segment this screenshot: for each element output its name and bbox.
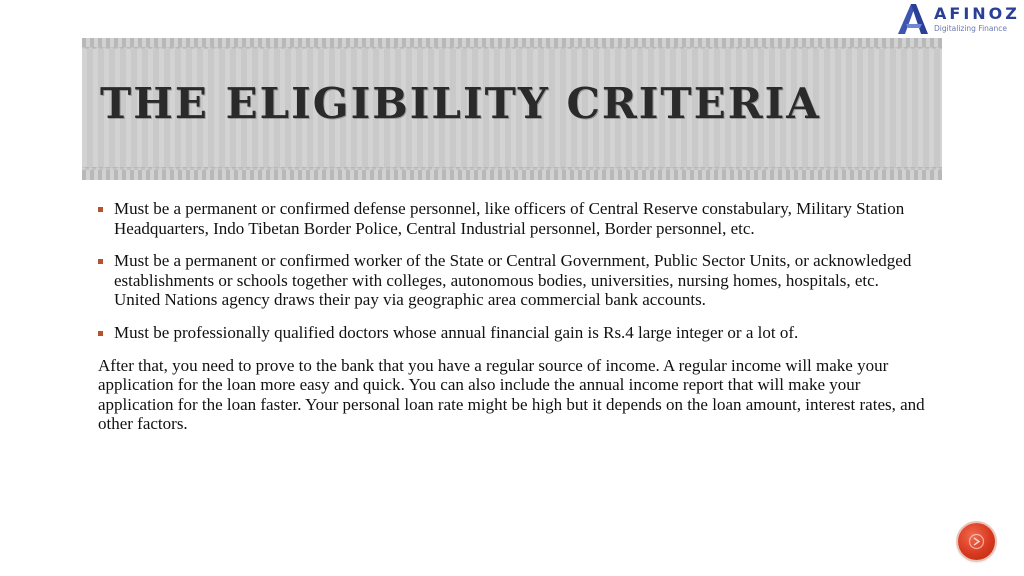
bullet-square-icon bbox=[98, 331, 103, 336]
bullet-square-icon bbox=[98, 259, 103, 264]
title-banner bbox=[82, 38, 942, 180]
bullet-item bbox=[98, 251, 928, 310]
bullet-item bbox=[98, 199, 928, 238]
slide-nav-button[interactable] bbox=[958, 523, 995, 560]
slide-title: THE ELIGIBILITY CRITERIA bbox=[100, 79, 821, 128]
bullet-item bbox=[98, 323, 928, 343]
bullet-text: Must be professionally qualified doctors whose annual financial gain is Rs.4 large integer or a lot of. bbox=[114, 322, 799, 342]
bullet-text: Must be a permanent or confirmed worker of the State or Central Government, Public Sector Units, or acknowledged establishments or schools together with colleges, autonomous bodies, universities, nursing homes, hospitals, etc. United Nations agency draws their pay via geographic area commercial bank accounts. bbox=[114, 251, 912, 310]
slide-content bbox=[98, 199, 928, 434]
logo-name: AFINOZ bbox=[934, 4, 1020, 23]
body-paragraph: After that, you need to prove to the bank that you have a regular source of income. A regular income will make your application for the loan more easy and quick. You can also include the annual income report that will make your application for the loan faster. Your personal loan rate might be high but it depends on the loan amount, interest rates, and other factors. bbox=[98, 355, 925, 434]
bullet-text: Must be a permanent or confirmed defense personnel, like officers of Central Reserve constabulary, Military Station Headquarters, Indo Tibetan Border Police, Central Industrial personnel, Border personnel, etc. bbox=[114, 199, 905, 238]
slide-nav-icon bbox=[967, 532, 986, 551]
afinoz-a-logo-icon bbox=[896, 2, 930, 36]
banner-stripe-bottom bbox=[82, 170, 942, 180]
afinoz-logo bbox=[896, 2, 1018, 36]
bullet-square-icon bbox=[98, 207, 103, 212]
logo-tagline: Digitalizing Finance bbox=[934, 24, 1008, 33]
banner-panel bbox=[82, 49, 942, 167]
banner-stripe-top bbox=[82, 38, 942, 47]
